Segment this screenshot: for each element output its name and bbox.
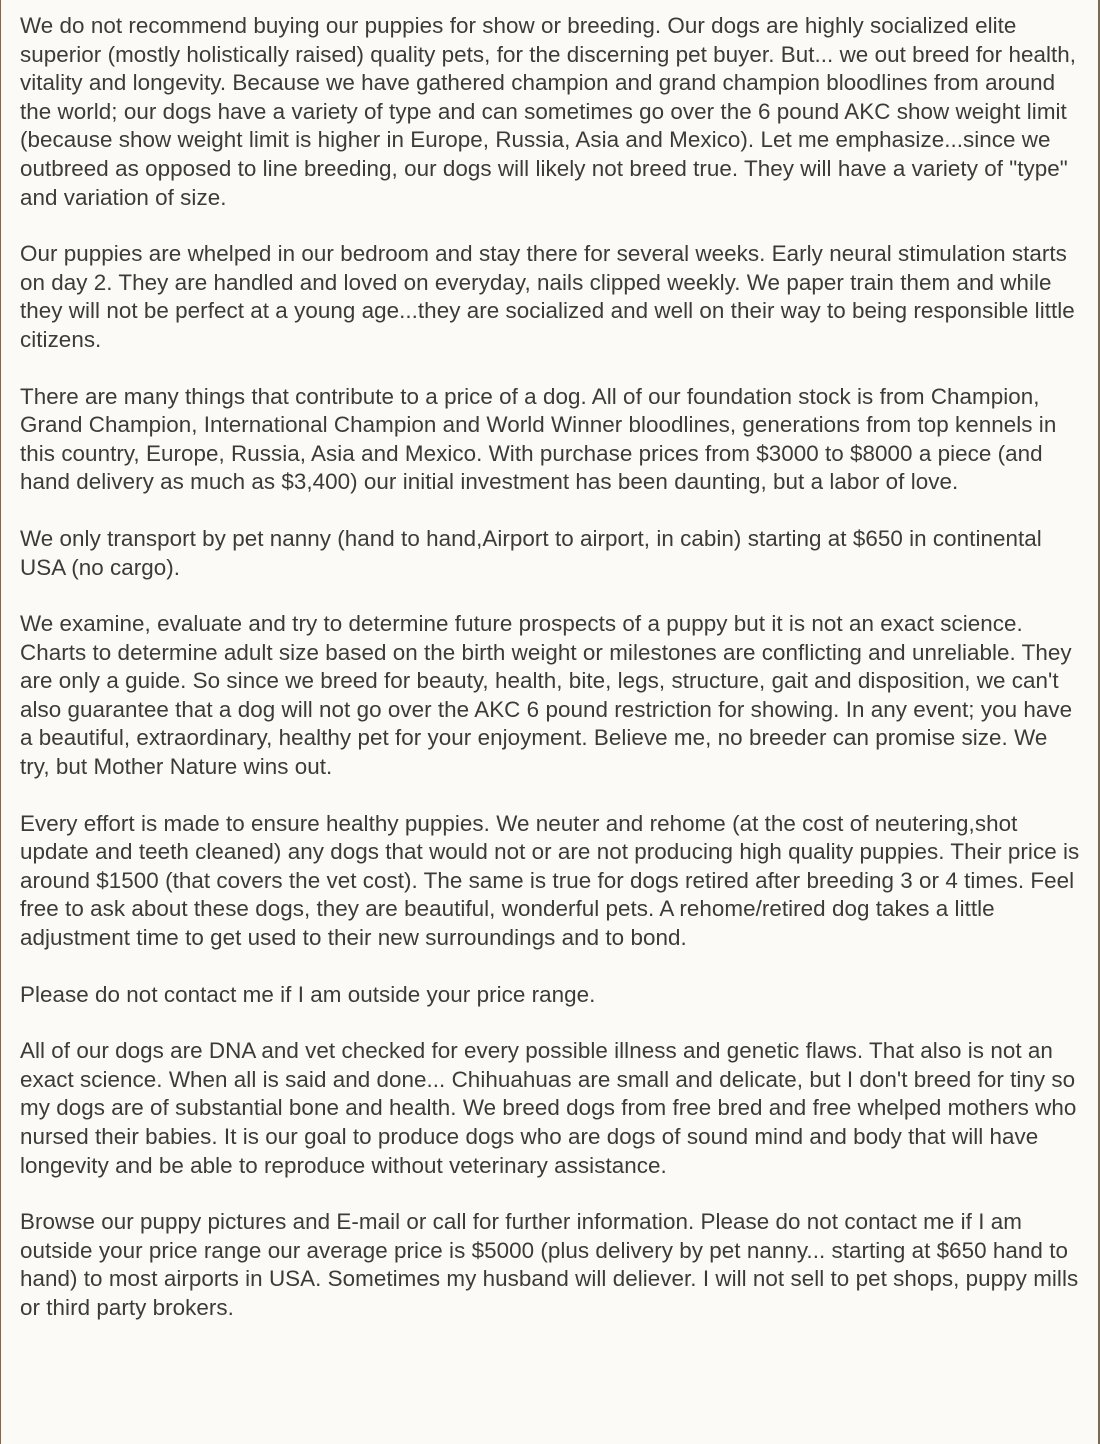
paragraph-transport: We only transport by pet nanny (hand to hand,Airport to airport, in cabin) starting at $650 in continental USA (no cargo). bbox=[20, 525, 1042, 580]
paragraph-prospects: We examine, evaluate and try to determine future prospects of a puppy but it is not an exact science. Charts to determine adult size based on the birth weight or milestones are conflicting and unreliable. They are only a guide. So since we breed for beauty, health, bite, legs, structure, gait and disposition, we can't also guarantee that a dog will not go over the AKC 6 pound restriction for showing. In any event; you have a beautiful, extraordinary, healthy pet for your enjoyment. Believe me, no breeder can promise size. We try, but Mother Nature wins out. bbox=[20, 611, 1073, 780]
paragraph-whelping: Our puppies are whelped in our bedroom and stay there for several weeks. Early neural stimulation starts on day 2. They are handled and loved on everyday, nails clipped weekly. We paper train them and while they will not be perfect at a young age...they are socialized and well on their way to being responsible little citizens. bbox=[20, 241, 1075, 352]
paragraph-pricing: There are many things that contribute to a price of a dog. All of our foundation stock is from Champion, Grand Champion, International Champion and World Winner bloodlines, generations from top kennels in this country, Europe, Russia, Asia and Mexico. With purchase prices from $3000 to $8000 a piece (and hand delivery as much as $3,400) our initial investment has been daunting, but a labor of love. bbox=[20, 383, 1057, 495]
paragraph-contact: Browse our puppy pictures and E-mail or call for further information. Please do not contact me if I am outside your price range our average price is $5000 (plus delivery by pet nanny... starting at $650 hand to hand) to most airports in USA. Sometimes my husband will deliever. I will not sell to pet shops, puppy mills or third party brokers. bbox=[20, 1209, 1079, 1320]
document-page bbox=[1, 0, 1098, 1444]
paragraph-health-checks: All of our dogs are DNA and vet checked for every possible illness and genetic flaws. That also is not an exact science. When all is said and done... Chihuahuas are small and delicate, but I don't breed for tiny so my dogs are of substantial bone and health. We breed dogs from free bred and free whelped mothers who nursed their babies. It is our goal to produce dogs who are dogs of sound mind and body that will have longevity and be able to reproduce without veterinary assistance. bbox=[20, 1038, 1077, 1178]
paragraph-price-range: Please do not contact me if I am outside your price range. bbox=[20, 981, 596, 1007]
paragraph-show-breeding: We do not recommend buying our puppies for show or breeding. Our dogs are highly socialized elite superior (mostly holistically raised) quality pets, for the discerning pet buyer. But... we out breed for health, vitality and longevity. Because we have gathered champion and grand champion bloodlines from around the world; our dogs have a variety of type and can sometimes go over the 6 pound AKC show weight limit (because show weight limit is higher in Europe, Russia, Asia and Mexico). Let me emphasize...since we outbreed as opposed to line breeding, our dogs will likely not breed true. They will have a variety of "type" and variation of size. bbox=[20, 13, 1077, 210]
paragraph-rehome: Every effort is made to ensure healthy puppies. We neuter and rehome (at the cost of neutering,shot update and teeth cleaned) any dogs that would not or are not producing high quality puppies. Their price is around $1500 (that covers the vet cost). The same is true for dogs retired after breeding 3 or 4 times. Feel free to ask about these dogs, they are beautiful, wonderful pets. A rehome/retired dog takes a little adjustment time to get used to their new surroundings and to bond. bbox=[20, 810, 1080, 951]
